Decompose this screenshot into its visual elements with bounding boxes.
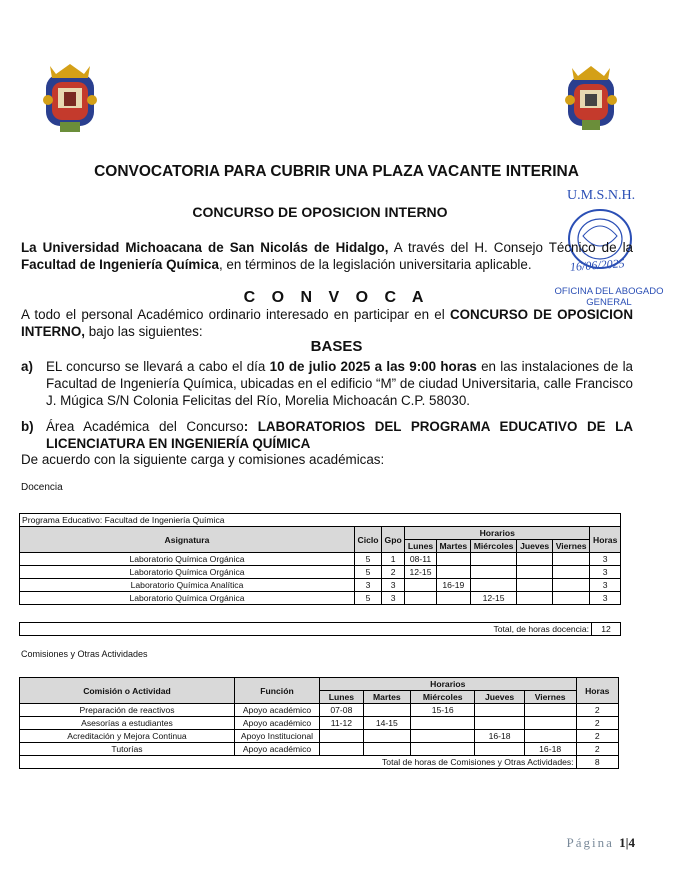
carga-intro: De acuerdo con la siguiente carga y comisiones académicas: — [21, 452, 385, 467]
convoca-heading: C O N V O C A — [243, 289, 430, 306]
intro-paragraph: La Universidad Michoacana de San Nicolás de Hidalgo, A través del H. Consejo Técnico de la Facultad de Ingeniería Química, en términos de la legislación universitaria aplicable. — [21, 240, 634, 272]
stamp-date-scrawl: 16/06/2025 — [569, 256, 626, 274]
base-item-a: a) EL concurso se llevará a cabo el día 10 de julio 2025 a las 9:00 horas en las instalaciones de la Facultad de Ingeniería Química, ubicadas en el edificio “M” de ciudad Universitaria, calle Francisco J. Múgica S/N Colonia Felicitas del Río, Morelia Michoacán C.P. 58030. — [21, 359, 633, 408]
university-crest-right — [560, 62, 622, 136]
table-row: Acreditación y Mejora Continua Apoyo Institucional 16-18 2 — [20, 730, 619, 743]
table-row: Tutorías Apoyo académico 16-18 2 — [20, 743, 619, 756]
table-row: Preparación de reactivos Apoyo académico 07-08 15-16 2 — [20, 704, 619, 717]
comisiones-table: Comisión o Actividad Función Horarios Horas Lunes Martes Miércoles Jueves Viernes Preparación de reactivos Apoyo académico 07-08 15-16 2 Asesorías a estudiantes Apoyo académico 11-12 14-15 2 Acreditación y Mejora Continua Apoyo Institucional 16-18 2 Tutorías Apoyo académico 16-18 2 Total de horas de Comisiones y Otras Actividades: 8 — [19, 677, 619, 769]
docencia-table: Programa Educativo: Facultad de Ingeniería Química Asignatura Ciclo Gpo Horarios Horas Lunes Martes Miércoles Jueves Viernes Laboratorio Química Orgánica 5 1 08-11 3 Laboratorio Química Orgánica 5 2 12-15 3 Laboratorio Química Analítica 3 3 16-19 3 Laboratorio Química Orgánica 5 3 12-15 3 — [19, 513, 621, 605]
document-subtitle: CONCURSO DE OPOSICION INTERNO — [192, 204, 448, 220]
base-item-b: b) Área Académica del Concurso: LABORATORIOS DEL PROGRAMA EDUCATIVO DE LA LICENCIATURA EN INGENIERÍA QUÍMICA — [21, 419, 633, 451]
table-row: Laboratorio Química Orgánica 5 2 12-15 3 — [20, 566, 621, 579]
document-title: CONVOCATORIA PARA CUBRIR UNA PLAZA VACANTE INTERINA — [94, 163, 579, 180]
university-name: La Universidad Michoacana de San Nicolás de Hidalgo, — [21, 240, 389, 255]
university-crest-left — [36, 60, 104, 136]
table-row: Laboratorio Química Analítica 3 3 16-19 3 — [20, 579, 621, 592]
page-footer: Página 1|4 — [566, 835, 635, 850]
stamp-org: U.M.S.N.H. — [567, 188, 636, 203]
convoca-paragraph: A todo el personal Académico ordinario interesado en participar en el CONCURSO DE OPOSICION INTERNO, bajo las siguientes: — [21, 307, 633, 339]
docencia-label: Docencia — [21, 482, 63, 493]
bases-heading: BASES — [310, 338, 363, 355]
faculty-name: Facultad de Ingeniería Química — [21, 257, 219, 272]
comisiones-total-row: Total de horas de Comisiones y Otras Actividades: 8 — [20, 756, 619, 769]
stamp-office: OFICINA DEL ABOGADO GENERAL — [554, 286, 664, 308]
table-row: Laboratorio Química Orgánica 5 1 08-11 3 — [20, 553, 621, 566]
docencia-total: Total, de horas docencia: 12 — [19, 622, 621, 636]
table-row: Asesorías a estudiantes Apoyo académico 11-12 14-15 2 — [20, 717, 619, 730]
table-row: Laboratorio Química Orgánica 5 3 12-15 3 — [20, 592, 621, 605]
comisiones-label: Comisiones y Otras Actividades — [21, 649, 148, 659]
